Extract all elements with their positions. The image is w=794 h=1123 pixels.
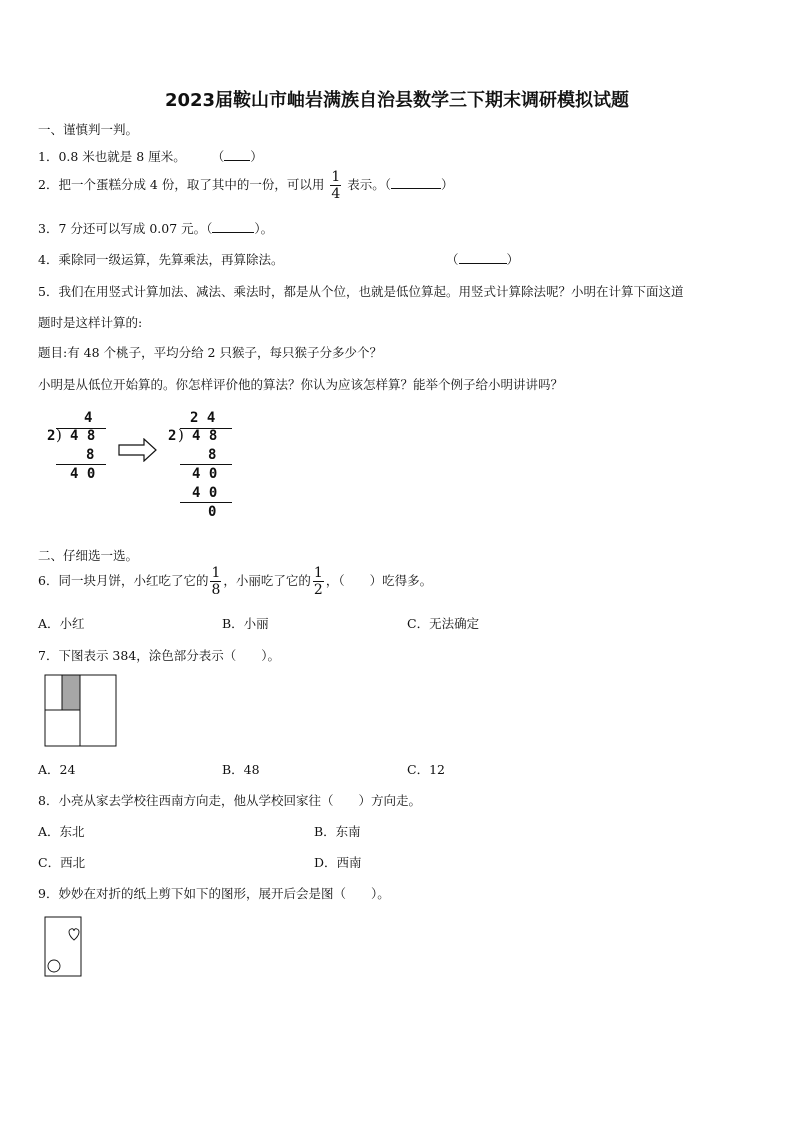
q6-option-b[interactable]: B．小丽 bbox=[222, 616, 269, 631]
div-b-step3: 4 0 bbox=[192, 485, 218, 501]
q8-option-a[interactable]: A．东北 bbox=[38, 824, 85, 839]
q5-line-1: 5．我们在用竖式计算加法、减法、乘法时，都是从个位，也就是低位算起。用竖式计算除法呢？小明在计算下面这道 bbox=[38, 284, 684, 299]
q6-text-a: 6．同一块月饼，小红吃了它的 bbox=[38, 573, 209, 588]
div-a-result: 4 0 bbox=[70, 466, 96, 482]
q6-frac2-denominator: 2 bbox=[313, 582, 323, 598]
q5-line-2: 题时是这样计算的: bbox=[38, 315, 143, 330]
division-bracket: ) bbox=[178, 426, 184, 444]
div-a-sub-line bbox=[56, 464, 106, 465]
q4-answer-blank[interactable] bbox=[459, 251, 507, 264]
q1-text: 1．0.8 米也就是 8 厘米。 bbox=[38, 149, 186, 164]
question-9: 9．妙妙在对折的纸上剪下如下的图形，展开后会是图（ ）。 bbox=[38, 886, 390, 901]
q2-frac-numerator: 1 bbox=[331, 169, 341, 185]
q4-answer bbox=[446, 250, 519, 268]
q2-text-before: 2．把一个蛋糕分成 4 份，取了其中的一份，可以用 bbox=[38, 177, 325, 192]
div-a-quotient: 4 bbox=[84, 410, 93, 426]
section-heading-1: 一、谨慎判一判。 bbox=[38, 122, 139, 137]
q2-paren-close: ） bbox=[441, 177, 454, 192]
division-bracket: ) bbox=[56, 426, 62, 444]
q7-shaded-part bbox=[62, 675, 80, 710]
question-2 bbox=[38, 170, 454, 201]
q6-option-a[interactable]: A．小红 bbox=[38, 616, 85, 631]
q6-frac1-denominator: 8 bbox=[211, 582, 221, 598]
q3-text: 3．7 分还可以写成 0.07 元。（ bbox=[38, 221, 213, 236]
q6-text-b: ，小丽吃了它的 bbox=[223, 573, 311, 588]
question-7: 7．下图表示 384，涂色部分表示（ ）。 bbox=[38, 648, 281, 663]
q9-folded-paper-figure bbox=[44, 916, 84, 978]
div-b-sub-line-1 bbox=[180, 464, 232, 465]
q7-option-a[interactable]: A．24 bbox=[38, 762, 76, 777]
q7-option-b[interactable]: B．48 bbox=[222, 762, 260, 777]
q4-text: 4．乘除同一级运算，先算乘法，再算除法。 bbox=[38, 252, 284, 267]
q6-fraction-1 bbox=[210, 566, 221, 597]
q8-option-b[interactable]: B．东南 bbox=[314, 824, 361, 839]
q2-text-after: 表示。（ bbox=[347, 177, 392, 192]
q1-answer-blank[interactable] bbox=[224, 148, 250, 161]
div-b-step1: 8 bbox=[208, 447, 217, 463]
div-b-sub-line-2 bbox=[180, 502, 232, 503]
q6-text-c: ，（ ）吃得多。 bbox=[325, 573, 433, 588]
div-b-step2: 4 0 bbox=[192, 466, 218, 482]
div-a-dividend: 4 8 bbox=[70, 428, 96, 444]
q6-frac2-numerator: 1 bbox=[313, 565, 323, 581]
div-b-result: 0 bbox=[208, 504, 217, 520]
right-arrow-icon bbox=[118, 438, 158, 462]
question-6 bbox=[38, 566, 432, 597]
q7-option-c[interactable]: C．12 bbox=[407, 762, 445, 777]
heart-icon bbox=[69, 929, 79, 940]
q6-option-c[interactable]: C．无法确定 bbox=[407, 616, 480, 631]
div-a-step1: 8 bbox=[86, 447, 95, 463]
question-1 bbox=[38, 147, 263, 165]
div-a-divisor: 2 bbox=[47, 428, 56, 444]
q1-paren-close: ） bbox=[250, 149, 263, 164]
q2-answer-blank[interactable] bbox=[391, 176, 441, 189]
q8-option-c[interactable]: C．西北 bbox=[38, 855, 86, 870]
q6-frac1-numerator: 1 bbox=[211, 565, 221, 581]
q6-fraction-2 bbox=[313, 566, 324, 597]
section-heading-2: 二、仔细选一选。 bbox=[38, 548, 139, 563]
page-title: 2023届鞍山市岫岩满族自治县数学三下期末调研模拟试题 bbox=[164, 90, 630, 111]
q4-paren-close: ） bbox=[506, 252, 520, 267]
q2-fraction bbox=[330, 170, 341, 201]
q3-paren-close: ）。 bbox=[254, 221, 274, 236]
q5-line-3: 题目:有 48 个桃子，平均分给 2 只猴子，每只猴子分多少个？ bbox=[38, 345, 382, 360]
div-b-quotient: 2 4 bbox=[190, 410, 216, 426]
q1-paren-open: （ bbox=[211, 149, 225, 164]
div-b-dividend: 4 8 bbox=[192, 428, 218, 444]
q4-paren-open: （ bbox=[446, 252, 459, 267]
question-4 bbox=[38, 250, 283, 268]
q7-square-figure bbox=[44, 674, 118, 748]
div-b-divisor: 2 bbox=[168, 428, 177, 444]
q5-line-4: 小明是从低位开始算的。你怎样评价他的算法？你认为应该怎样算？能举个例子给小明讲讲吗？ bbox=[38, 377, 564, 392]
question-3 bbox=[38, 219, 273, 237]
q3-answer-blank[interactable] bbox=[212, 220, 254, 233]
q2-frac-denominator: 4 bbox=[331, 186, 341, 202]
circle-icon bbox=[48, 960, 60, 972]
question-8: 8．小亮从家去学校往西南方向走，他从学校回家往（ ）方向走。 bbox=[38, 793, 421, 808]
q8-option-d[interactable]: D．西南 bbox=[314, 855, 362, 870]
